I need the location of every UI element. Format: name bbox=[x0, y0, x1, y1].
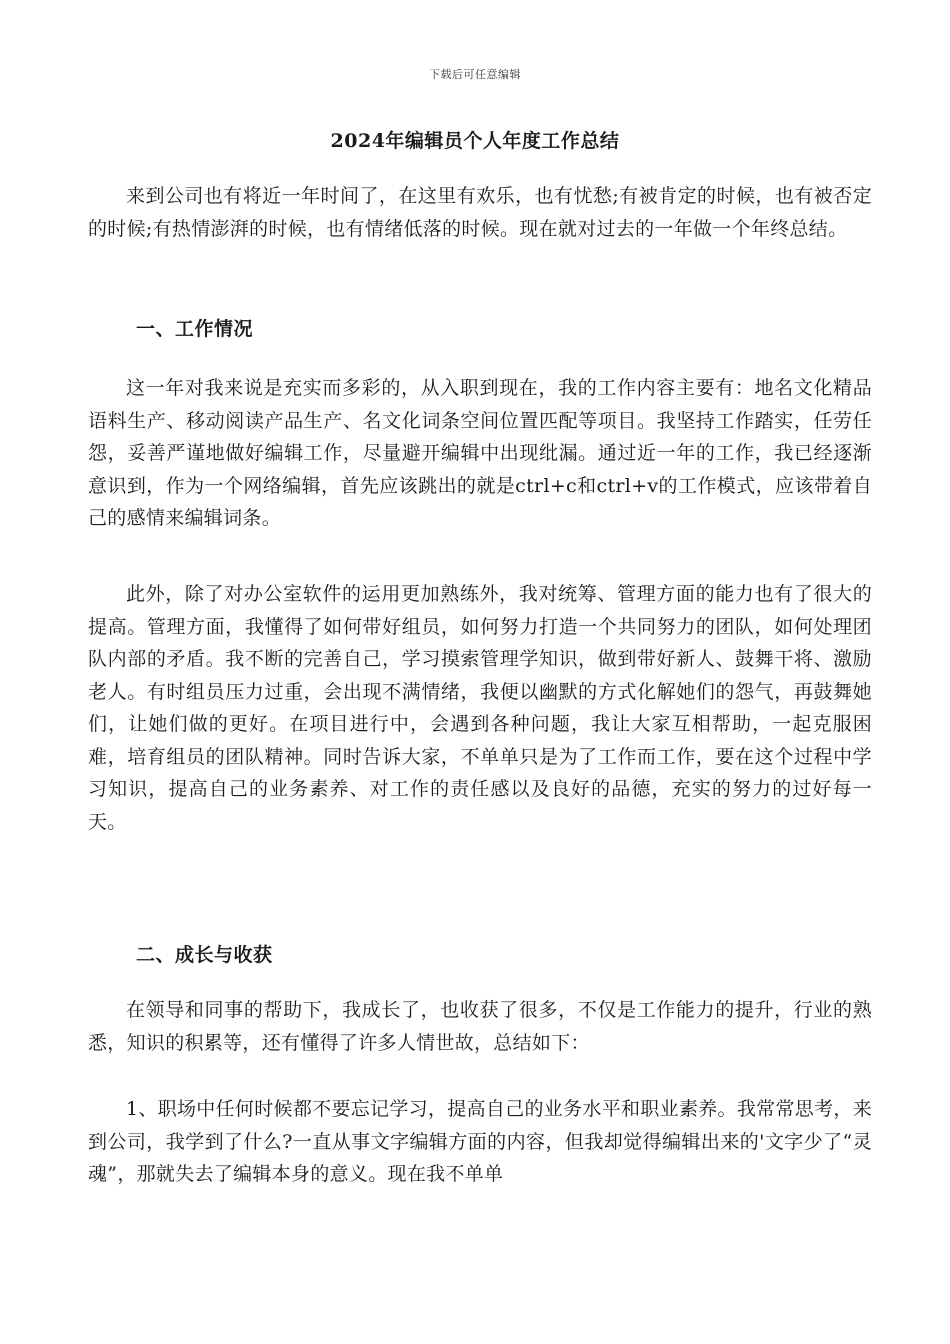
paragraph-growth-1: 在领导和同事的帮助下，我成长了，也收获了很多，不仅是工作能力的提升，行业的熟悉，知识的积累等，还有懂得了许多人情世故，总结如下： bbox=[88, 999, 872, 1054]
document-title: 2024年编辑员个人年度工作总结 bbox=[330, 130, 620, 152]
paragraph-work-1: 这一年对我来说是充实而多彩的，从入职到现在，我的工作内容主要有：地名文化精品语料生产、移动阅读产品生产、名文化词条空间位置匹配等项目。我坚持工作踏实，任劳任怨，妥善严谨地做好编辑工作，尽量避开编辑中出现纰漏。通过近一年的工作，我已经逐渐意识到，作为一个网络编辑，首先应该跳出的就是ctrl+c和ctrl+v的工作模式，应该带着自己的感情来编辑词条。 bbox=[88, 377, 872, 529]
header-note: 下载后可任意编辑 bbox=[429, 68, 521, 81]
section-heading-work: 一、工作情况 bbox=[136, 318, 254, 340]
paragraph-intro: 来到公司也有将近一年时间了，在这里有欢乐，也有忧愁;有被肯定的时候，也有被否定的时候;有热情澎湃的时候，也有情绪低落的时候。现在就对过去的一年做一个年终总结。 bbox=[88, 185, 872, 240]
paragraph-work-2: 此外，除了对办公室软件的运用更加熟练外，我对统筹、管理方面的能力也有了很大的提高。管理方面，我懂得了如何带好组员，如何努力打造一个共同努力的团队，如何处理团队内部的矛盾。我不断的完善自己，学习摸索管理学知识，做到带好新人、鼓舞干将、激励老人。有时组员压力过重，会出现不满情绪，我便以幽默的方式化解她们的怨气，再鼓舞她们，让她们做的更好。在项目进行中，会遇到各种问题，我让大家互相帮助，一起克服困难，培育组员的团队精神。同时告诉大家，不单单只是为了工作而工作，要在这个过程中学习知识，提高自己的业务素养、对工作的责任感以及良好的品德，充实的努力的过好每一天。 bbox=[88, 583, 872, 833]
paragraph-growth-2: 1、职场中任何时候都不要忘记学习，提高自己的业务水平和职业素养。我常常思考，来到公司，我学到了什么?一直从事文字编辑方面的内容，但我却觉得编辑出来的'文字少了“灵魂”，那就失去了编辑本身的意义。现在我不单单 bbox=[88, 1098, 872, 1185]
section-heading-growth: 二、成长与收获 bbox=[136, 944, 273, 966]
